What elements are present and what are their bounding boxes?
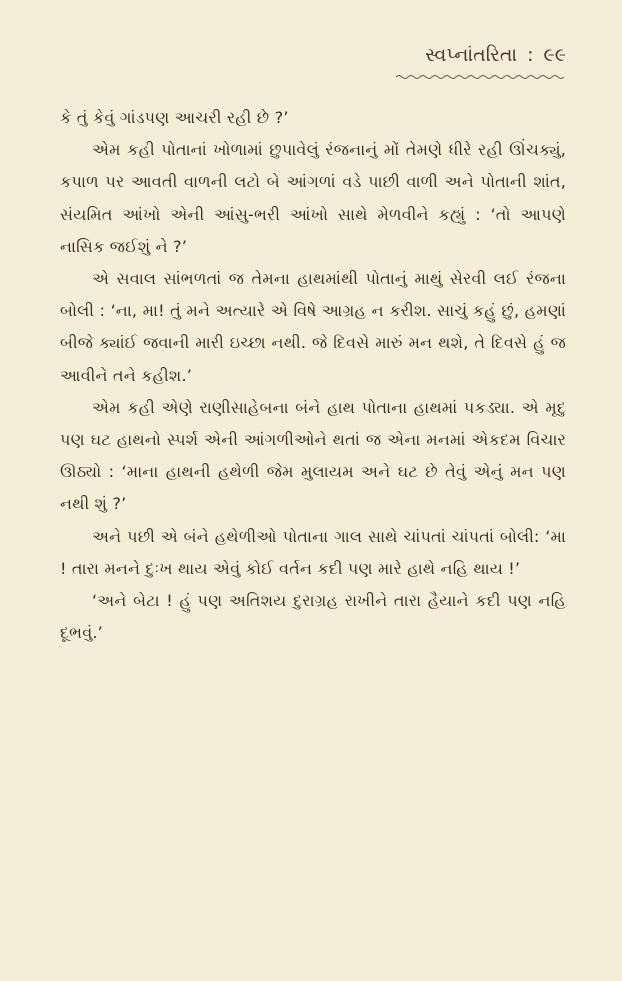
running-head: [60, 44, 566, 72]
paragraph-2: એમ કહી પોતાનાં ખોળામાં છુપાવેલું રંજનાનું મોં તેમણે ધીરે રહી ઊંચક્યું, કપાળ પર આવતી વાળની લટો બે આંગળાં વડે પાછી વાળી અને પોતાની શાંત, સંયમિત આંખો એની આંસુ-ભરી આંખો સાથે મેળવીને કહ્યું : ‘તો આપણે નાસિક જઈશું ને ?’: [60, 140, 566, 256]
paragraph-4: એમ કહી એણે રાણીસાહેબના બંને હાથ પોતાના હાથમાં પકડ્યા. એ મૃદુ પણ ઘટ હાથનો સ્પર્શ એની આંગળીઓને થતાં જ એના મનમાં એકદમ વિચાર ઊઠ્યો : ‘માના હાથની હથેળી જેમ મુલાયમ અને ઘટ છે તેવું એનું મન પણ નથી શું ?’: [60, 397, 566, 514]
body-text: [60, 102, 566, 649]
book-title: સ્વપ્નાંતરિતા: [425, 44, 518, 66]
header-separator: :: [527, 44, 534, 66]
decorative-wavy-rule: [396, 74, 566, 80]
wavy-rule-graphic: [396, 74, 566, 80]
paragraph-1: કે તું કેવું ગાંડપણ આચરી રહી છે ?’: [60, 108, 289, 127]
paragraph-3: એ સવાલ સાંભળતાં જ તેમના હાથમાંથી પોતાનું માથું સેરવી લઈ રંજના બોલી : ‘ના, મા! તું મને અત્યારે એ વિષે આગ્રહ ન કરીશ. સાચું કહું છું, હમણાં બીજે ક્યાંઈ જવાની મારી ઇચ્છા નથી. જે દિવસે મારું મન થશે, તે દિવસે હું જ આવીને તને કહીશ.’: [60, 269, 566, 385]
paragraph-6: ‘અને બેટા ! હું પણ અતિશય દુરાગ્રહ રાખીને તારા હૈયાને કદી પણ નહિ દૂભવું.’: [60, 591, 566, 643]
page-number: ૯૯: [543, 44, 566, 66]
paragraph-5: અને પછી એ બંને હથેળીઓ પોતાના ગાલ સાથે ચાંપતાં ચાંપતાં બોલી: ‘મા ! તારા મનને દુઃખ થાય એવું કોઈ વર્તન કદી પણ મારે હાથે નહિ થાય !’: [60, 526, 566, 578]
